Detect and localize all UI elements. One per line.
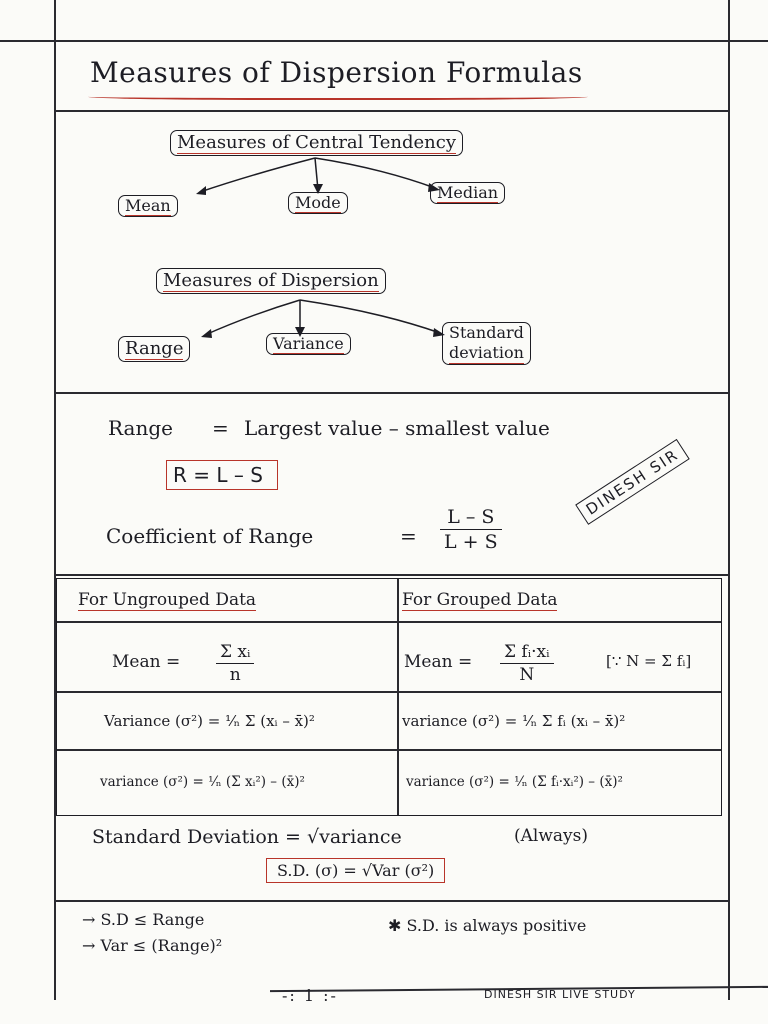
table-col-divider <box>397 579 399 815</box>
coefficient-equals: = <box>400 524 417 548</box>
sd-always-note: (Always) <box>514 826 588 846</box>
note-var-le-range-sq: → Var ≤ (Range)² <box>82 936 223 955</box>
mean-ungrouped-denominator: n <box>229 665 241 685</box>
page-number: -: 1 :- <box>282 986 338 1005</box>
variance-node <box>266 333 351 355</box>
mean-grouped-denominator: N <box>519 665 535 685</box>
mean-grouped-numerator: Σ fᵢ·xᵢ <box>504 642 550 662</box>
mean-ungrouped-numerator: Σ xᵢ <box>220 642 251 662</box>
sd-formula-box: S.D. (σ) = √Var (σ²) <box>266 858 445 883</box>
table-row-line-3 <box>57 749 721 751</box>
variance-ungrouped-formula-1: Variance (σ²) = ¹⁄ₙ Σ (xᵢ – x̄)² <box>104 712 315 730</box>
mean-grouped-label: Mean = <box>404 652 473 672</box>
range-node <box>118 336 190 362</box>
note-sd-positive: ✱ S.D. is always positive <box>388 916 587 935</box>
mean-node <box>118 195 178 217</box>
variance-node-label: Variance <box>273 334 344 353</box>
coefficient-fraction-bar <box>440 529 502 530</box>
variance-ungrouped-formula-2: variance (σ²) = ¹⁄ₙ (Σ xᵢ²) – (x̄)² <box>100 774 305 790</box>
footer-brand: DINESH SIR LIVE STUDY <box>484 988 636 1001</box>
central-tendency-root <box>170 130 463 156</box>
sd-definition: Standard Deviation = √variance <box>92 826 402 848</box>
standard-label: Standard <box>449 323 524 342</box>
note-sd-le-range: → S.D ≤ Range <box>82 910 205 929</box>
mean-grouped-fraction <box>500 642 554 685</box>
standard-deviation-node <box>442 322 531 365</box>
mode-node-label: Mode <box>295 193 341 212</box>
variance-grouped-formula-1: variance (σ²) = ¹⁄ₙ Σ fᵢ (xᵢ – x̄)² <box>402 712 626 730</box>
dispersion-root <box>156 268 386 294</box>
mean-node-label: Mean <box>125 196 171 215</box>
mean-ungrouped-label: Mean = <box>112 652 181 672</box>
variance-grouped-formula-2: variance (σ²) = ¹⁄ₙ (Σ fᵢ·xᵢ²) – (x̄)² <box>406 774 623 790</box>
mean-grouped-note: [∵ N = Σ fᵢ] <box>606 652 692 670</box>
coefficient-denominator: L + S <box>444 531 498 553</box>
page-title: Measures of Dispersion Formulas <box>90 56 583 89</box>
header-grouped: For Grouped Data <box>402 590 558 610</box>
median-node <box>430 182 505 204</box>
median-node-label: Median <box>437 183 499 202</box>
mode-node <box>288 192 348 214</box>
range-definition: Largest value – smallest value <box>244 416 550 440</box>
tree-arrows <box>0 0 768 400</box>
table-row-line-1 <box>57 621 721 623</box>
mean-ungrouped-fraction <box>216 642 254 685</box>
central-tendency-label: Measures of Central Tendency <box>177 132 457 153</box>
rule-above-table <box>54 574 729 576</box>
mean-ungrouped-bar <box>216 663 254 664</box>
dispersion-label: Measures of Dispersion <box>163 270 379 291</box>
range-label: Range <box>108 416 173 440</box>
coefficient-numerator: L – S <box>447 506 495 528</box>
table-row-line-2 <box>57 691 721 693</box>
mean-grouped-bar <box>500 663 554 664</box>
range-formula-box: R = L – S <box>166 460 278 490</box>
coefficient-of-range-label: Coefficient of Range <box>106 524 314 548</box>
range-equals: = <box>212 416 229 440</box>
header-ungrouped: For Ungrouped Data <box>78 590 257 610</box>
dinesh-sir-stamp: DINESH SIR <box>575 439 689 525</box>
rule-below-sd <box>54 900 729 902</box>
range-node-label: Range <box>125 338 184 359</box>
coefficient-fraction <box>440 506 502 553</box>
deviation-label: deviation <box>449 343 524 362</box>
